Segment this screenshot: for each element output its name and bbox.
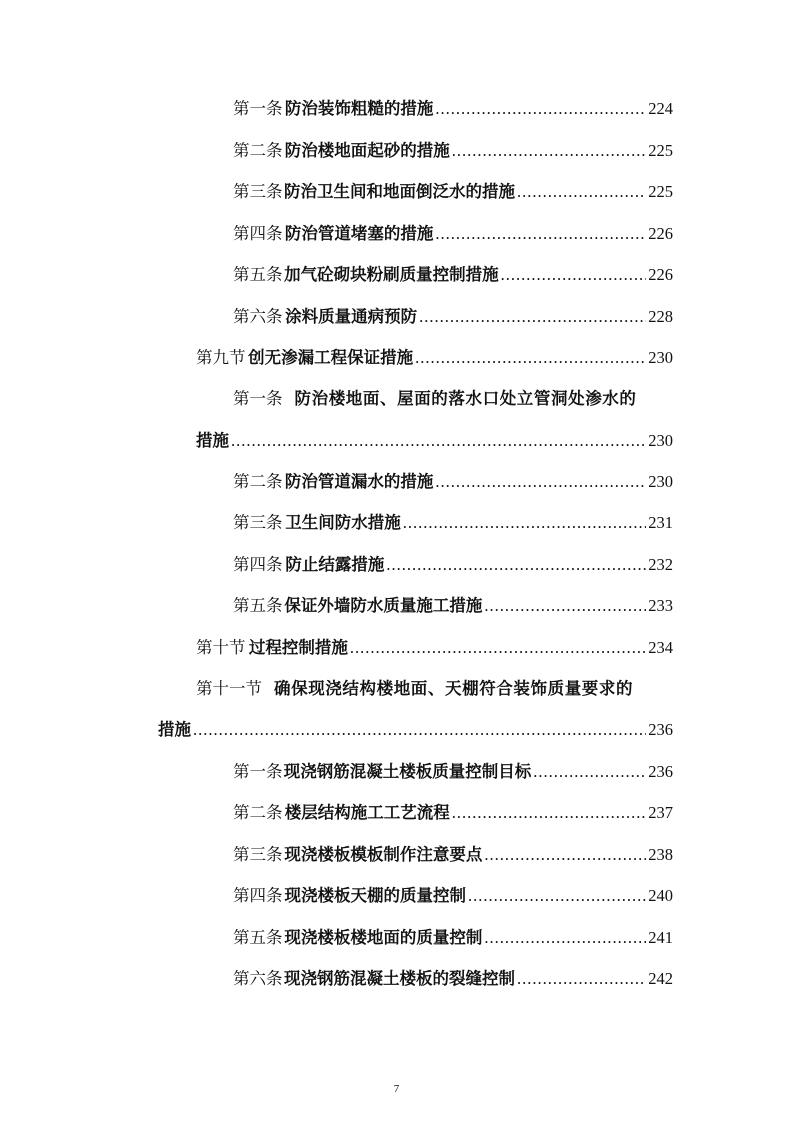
toc-entry[interactable] <box>233 95 673 123</box>
toc-entry[interactable] <box>233 509 673 537</box>
toc-leader-dots <box>403 509 647 537</box>
toc-entry-label: 第五条 <box>233 596 283 615</box>
toc-entry-page: 225 <box>648 141 673 160</box>
toc-leader-dots <box>419 303 646 331</box>
toc-section-label: 第十节 <box>196 638 246 657</box>
toc-entry-page: 241 <box>648 928 673 947</box>
toc-entry[interactable] <box>233 220 673 248</box>
toc-section-page: 230 <box>648 348 673 367</box>
toc-entry-title: 现浇钢筋混凝土楼板质量控制目标 <box>283 762 532 781</box>
toc-entry-title: 防治管道漏水的措施 <box>284 472 434 491</box>
toc-entry-label: 第六条 <box>233 307 283 326</box>
toc-leader-dots <box>533 758 646 786</box>
toc-entry[interactable] <box>233 303 673 331</box>
toc-entry-page: 224 <box>648 99 673 118</box>
toc-section[interactable] <box>196 634 673 662</box>
toc-leader-dots <box>484 924 646 952</box>
toc-entry-label: 第三条 <box>233 182 283 201</box>
toc-entry-label: 第三条 <box>233 845 283 864</box>
toc-section-label: 第十一节 <box>196 679 262 698</box>
toc-section-page: 234 <box>648 638 673 657</box>
toc-leader-dots <box>435 95 646 123</box>
toc-entry-title: 防治楼地面、屋面的落水口处立管洞处渗水的 <box>294 389 637 408</box>
toc-section-title: 确保现浇结构楼地面、天棚符合装饰质量要求的 <box>274 679 634 698</box>
toc-leader-dots <box>501 261 647 289</box>
toc-entry-label: 第四条 <box>233 224 283 243</box>
toc-entry-title-cont: 措施 <box>196 431 229 450</box>
toc-entry-page: 232 <box>648 555 673 574</box>
toc-entry[interactable] <box>233 924 673 952</box>
toc-entry-page: 237 <box>648 803 673 822</box>
toc-entry[interactable] <box>233 841 673 869</box>
toc-section-title-cont: 措施 <box>158 720 191 739</box>
toc-entry-title: 涂料质量通病预防 <box>285 307 418 326</box>
toc-entry-label: 第二条 <box>233 141 283 160</box>
toc-entry-page: 230 <box>648 431 673 450</box>
toc-section-title: 创无渗漏工程保证措施 <box>248 348 414 367</box>
toc-entry-label: 第三条 <box>233 513 283 532</box>
toc-entry-wrapped-head[interactable] <box>233 385 637 413</box>
toc-entry-title: 现浇楼板楼地面的质量控制 <box>284 928 483 947</box>
toc-entry-title: 防治楼地面起砂的措施 <box>284 141 450 160</box>
toc-entry-label: 第一条 <box>233 762 283 781</box>
toc-entry-page: 236 <box>648 762 673 781</box>
toc-entry-title: 防止结露措施 <box>285 555 385 574</box>
toc-entry-label: 第四条 <box>233 886 283 905</box>
toc-leader-dots <box>517 965 646 993</box>
toc-entry-page: 230 <box>648 472 673 491</box>
toc-entry-label: 第二条 <box>233 803 283 822</box>
toc-entry-title: 加气砼砌块粉刷质量控制措施 <box>284 265 499 284</box>
toc-section-label: 第九节 <box>196 348 246 367</box>
toc-entry-page: 240 <box>648 886 673 905</box>
toc-entry[interactable] <box>233 882 673 910</box>
toc-entry-title: 卫生间防水措施 <box>285 513 401 532</box>
toc-entry-title: 防治装饰粗糙的措施 <box>284 99 434 118</box>
toc-entry-page: 226 <box>648 224 673 243</box>
toc-entry-wrapped-tail[interactable] <box>196 427 673 455</box>
toc-section-wrapped-head[interactable] <box>196 675 633 703</box>
toc-entry[interactable] <box>233 799 673 827</box>
toc-entry-label: 第六条 <box>233 969 283 988</box>
toc-entry-title: 防治卫生间和地面倒泛水的措施 <box>283 182 515 201</box>
toc-entry[interactable] <box>233 965 673 993</box>
toc-leader-dots <box>484 841 646 869</box>
toc-entry[interactable] <box>233 261 673 289</box>
toc-leader-dots <box>517 178 646 206</box>
toc-leader-dots <box>193 716 646 744</box>
toc-entry[interactable] <box>233 468 673 496</box>
toc-entry[interactable] <box>233 137 673 165</box>
toc-entry-title: 现浇钢筋混凝土楼板的裂缝控制 <box>283 969 515 988</box>
toc-entry-page: 242 <box>648 969 673 988</box>
toc-entry-title: 保证外墙防水质量施工措施 <box>284 596 483 615</box>
toc-entry-label: 第一条 <box>233 389 283 408</box>
toc-entry-title: 楼层结构施工工艺流程 <box>284 803 450 822</box>
toc-section-wrapped-tail[interactable] <box>158 716 673 744</box>
toc-entry-page: 225 <box>648 182 673 201</box>
toc-entry[interactable] <box>233 551 673 579</box>
toc-section-title: 过程控制措施 <box>248 638 348 657</box>
toc-leader-dots <box>468 882 646 910</box>
toc-entry[interactable] <box>233 178 673 206</box>
toc-leader-dots <box>386 551 646 579</box>
toc-entry-page: 228 <box>648 307 673 326</box>
toc-entry-page: 226 <box>648 265 673 284</box>
toc-entry-page: 231 <box>648 513 673 532</box>
toc-entry-title: 防治管道堵塞的措施 <box>284 224 434 243</box>
toc-entry-title: 现浇楼板模板制作注意要点 <box>284 845 483 864</box>
toc-entry-page: 233 <box>648 596 673 615</box>
toc-leader-dots <box>452 137 647 165</box>
toc-leader-dots <box>350 634 646 662</box>
toc-section-page: 236 <box>648 720 673 739</box>
toc-entry-label: 第五条 <box>233 928 283 947</box>
toc-entry-label: 第一条 <box>233 99 283 118</box>
toc-section[interactable] <box>196 344 673 372</box>
toc-leader-dots <box>415 344 646 372</box>
toc-leader-dots <box>435 468 646 496</box>
toc-leader-dots <box>435 220 646 248</box>
toc-entry-title: 现浇楼板天棚的质量控制 <box>284 886 466 905</box>
toc-entry[interactable] <box>233 592 673 620</box>
toc-entry-label: 第四条 <box>233 555 283 574</box>
toc-entry[interactable] <box>233 758 673 786</box>
toc-entry-label: 第五条 <box>233 265 283 284</box>
toc-leader-dots <box>231 427 646 455</box>
toc-entry-page: 238 <box>648 845 673 864</box>
toc-leader-dots <box>452 799 647 827</box>
page-number: 7 <box>393 1083 400 1095</box>
toc-leader-dots <box>484 592 646 620</box>
toc-entry-label: 第二条 <box>233 472 283 491</box>
